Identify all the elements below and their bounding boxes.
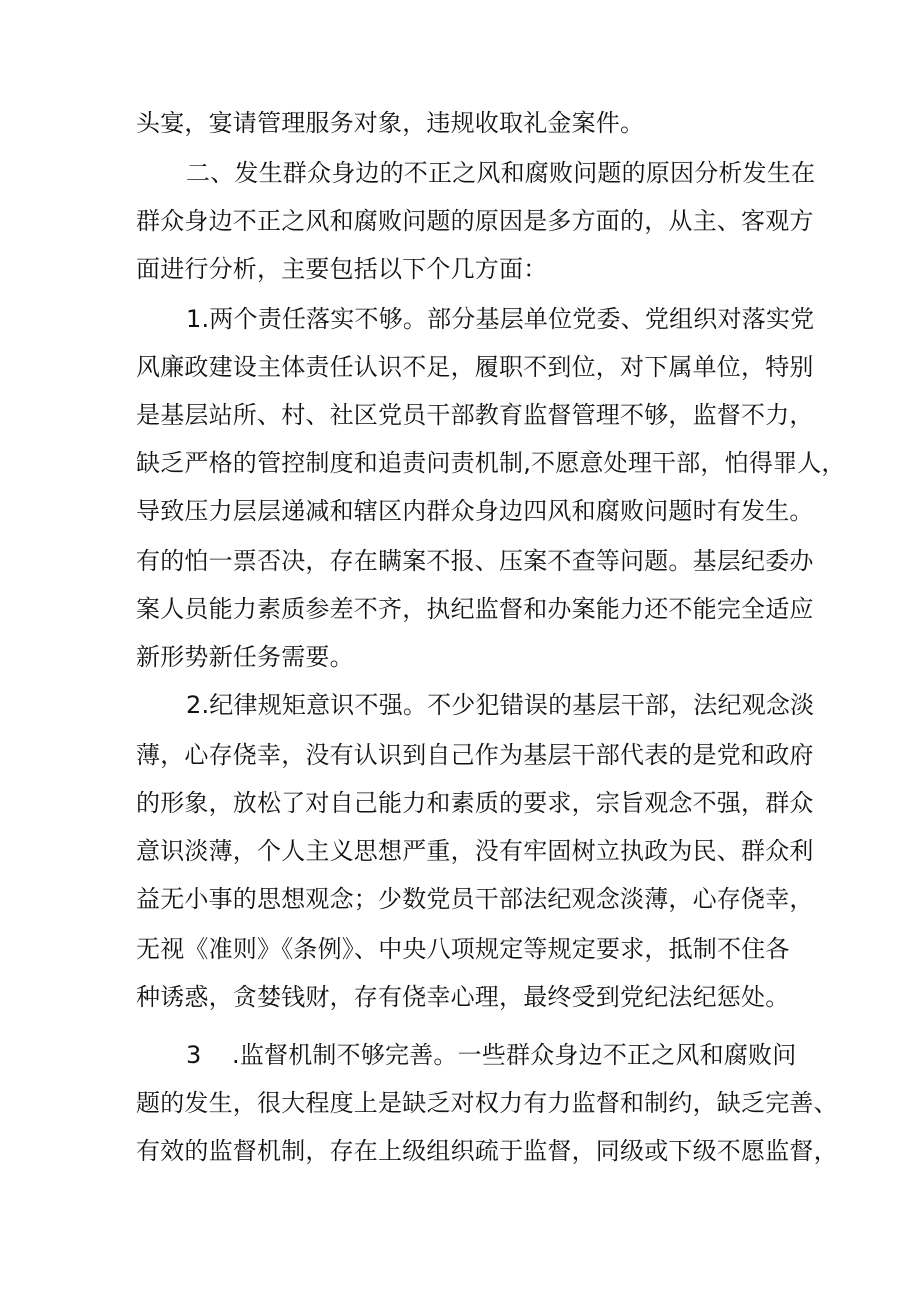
text-line: 无视《准则》《条例》、中央八项规定等规定要求，抵制不住各 [136,935,790,963]
text-line: 头宴，宴请管理服务对象，违规收取礼金案件。 [136,109,645,137]
text-line: 有效的监督机制，存在上级组织疏于监督，同级或下级不愿监督， [136,1137,838,1165]
text-line: 薄，心存侥幸，没有认识到自己作为基层干部代表的是党和政府 [136,741,814,769]
text-line: 案人员能力素质参差不齐，执纪监督和办案能力还不能完全适应 [136,595,814,623]
text-line: 种诱惑，贪婪钱财，存有侥幸心理，最终受到党纪法纪惩处。 [136,983,790,1011]
text-line: 意识淡薄，个人主义思想严重，没有牢固树立执政为民、群众利 [136,837,814,865]
text-line: 二、发生群众身边的不正之风和腐败问题的原因分析发生在 [186,159,816,187]
text-line: 是基层站所、村、社区党员干部教育监督管理不够，监督不力， [136,401,814,429]
text-line: 2.纪律规矩意识不强。不少犯错误的基层干部，法纪观念淡 [186,691,815,719]
text-line: 群众身边不正之风和腐败问题的原因是多方面的，从主、客观方 [136,207,814,235]
text-line: 题的发生，很大程度上是缺乏对权力有力监督和制约，缺乏完善、 [136,1089,838,1117]
text-line: 面进行分析，主要包括以下个几方面： [136,255,548,283]
text-line: 有的怕一票否决，存在瞒案不报、压案不查等问题。基层纪委办 [136,547,814,575]
list-number: 3 [186,1041,202,1069]
text-line: 风廉政建设主体责任认识不足，履职不到位，对下属单位，特别 [136,353,814,381]
text-line: 1.两个责任落实不够。部分基层单位党委、党组织对落实党 [186,305,815,333]
text-line: 益无小事的思想观念；少数党员干部法纪观念淡薄，心存侥幸， [136,885,814,913]
text-line: 的形象，放松了对自己能力和素质的要求，宗旨观念不强，群众 [136,789,814,817]
text-line: 导致压力层层递减和辖区内群众身边四风和腐败问题时有发生。 [136,497,814,525]
text-line: 新形势新任务需要。 [136,643,354,671]
text-line [186,1032,798,1078]
text-fragment: .监督机制不够完善。一些群众身边不正之风和腐败问 [232,1041,797,1069]
text-line: 缺乏严格的管控制度和追责问责机制,不愿意处理干部，怕得罪人， [136,449,846,477]
